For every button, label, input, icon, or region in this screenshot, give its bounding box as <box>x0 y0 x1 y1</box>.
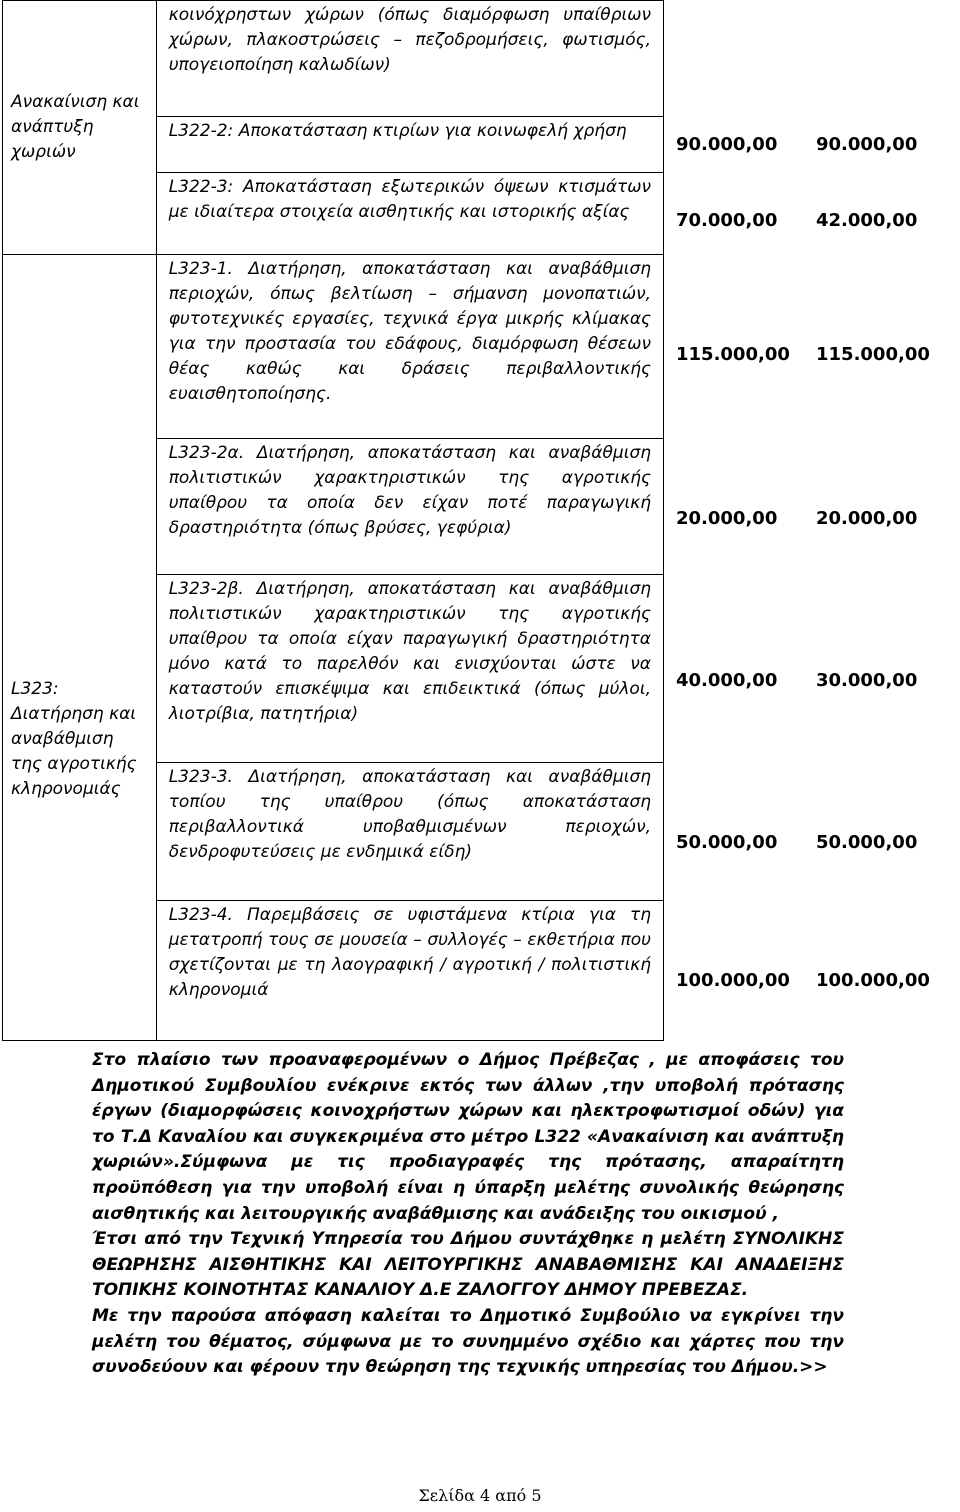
paragraph: Με την παρούσα απόφαση καλείται το Δημοτικό Συμβούλιο να εγκρίνει την μελέτη του θέματος, σύμφωνα με το συνημμένο σχέδιο και χάρτες που την συνοδεύουν και φέρουν την θεώρηση της τεχνικής υπηρεσίας του Δήμου.>> <box>92 1305 844 1378</box>
table-row: L322-3: Αποκατάσταση εξωτερικών όψεων κτισμάτων με ιδιαίτερα στοιχεία αισθητικής και ιστορικής αξίας <box>156 173 663 255</box>
measures-table <box>2 0 664 1041</box>
amounts-row: 100.000,00 100.000,00 <box>676 970 930 991</box>
body-text <box>92 1048 844 1381</box>
measure-cell-empty <box>3 255 157 439</box>
paragraph: Έτσι από την Τεχνική Υπηρεσία του Δήμου συντάχθηκε η μελέτη ΣΥΝΟΛΙΚΗΣ ΘΕΩΡΗΣΗΣ ΑΙΣΘΗΤΙΚΗΣ ΚΑΙ ΛΕΙΤΟΥΡΓΙΚΗΣ ΑΝΑΒΑΘΜΙΣΗΣ ΚΑΙ ΑΝΑΔΕΙΞΗΣ ΤΟΠΙΚΗΣ ΚΟΙΝΟΤΗΤΑΣ ΚΑΝΑΛΙΟΥ Δ.Ε ΖΑΛΟΓΓΟΥ ΔΗΜΟΥ ΠΡΕΒΕΖΑΣ. <box>92 1229 844 1301</box>
measure-l323-label: L323: Διατήρηση και αναβάθμιση της αγροτικής κληρονομιάς <box>11 678 137 799</box>
amounts-row: 70.000,00 42.000,00 <box>676 210 918 231</box>
page-number: Σελίδα 4 από 5 <box>418 1486 542 1505</box>
table-row: L322-2: Αποκατάσταση κτιρίων για κοινωφελή χρήση <box>156 117 663 173</box>
paragraph: Στο πλαίσιο των προαναφερομένων ο Δήμος Πρέβεζας , με αποφάσεις του Δημοτικού Συμβουλίου ενέκρινε εκτός των άλλων ,την υποβολή πρότασης έργων (διαμορφώσεις κοινοχρήστων χώρων και ηλεκτροφωτισμοί οδών) για το Τ.Δ Καναλίου και συγκεκριμένα στο μέτρο L322 «Ανακαίνιση και ανάπτυξη χωριών».Σύμφωνα με τις προδιαγραφές της πρότασης, απαραίτητη προϋπόθεση για την υποβολή είναι η ύπαρξη μελέτης συνολικής θεώρησης αισθητικής και λειτουργικής αναβάθμισης και ανάδειξης του οικισμού , <box>92 1050 844 1224</box>
amounts-row: 20.000,00 20.000,00 <box>676 508 918 529</box>
table-row: κοινόχρηστων χώρων (όπως διαμόρφωση υπαίθριων χώρων, πλακοστρώσεις – πεζοδρομήσεις, φωτισμός, υπογειοποίηση καλωδίων) <box>156 1 663 117</box>
table-row: L323-1. Διατήρηση, αποκατάσταση και αναβάθμιση περιοχών, όπως βελτίωση – σήμανση μονοπατιών, φυτοτεχνικές εργασίες, τεχνικά έργα μικρής κλίμακας για την προστασία του εδάφους, διαμόρφωση θέσεων θέας καθώς και δράσεις περιβαλλοντικής ευαισθητοποίησης. <box>156 255 663 439</box>
amounts-row: 40.000,00 30.000,00 <box>676 670 918 691</box>
measure-l322-label: Ανακαίνιση και ανάπτυξη χωριών <box>11 92 140 162</box>
amounts-row: 90.000,00 90.000,00 <box>676 134 918 155</box>
table-row: L323-3. Διατήρηση, αποκατάσταση και αναβάθμιση τοπίου της υπαίθρου (όπως αποκατάσταση περιβαλλοντικά υποβαθμισμένων περιοχών, δενδροφυτεύσεις με ενδημικά είδη) <box>156 763 663 901</box>
table-row: L323-2α. Διατήρηση, αποκατάσταση και αναβάθμιση πολιτιστικών χαρακτηριστικών της αγροτικής υπαίθρου τα οποία δεν είχαν ποτέ παραγωγική δραστηριότητα (όπως βρύσες, γεφύρια) <box>156 439 663 575</box>
table-row: L323-2β. Διατήρηση, αποκατάσταση και αναβάθμιση πολιτιστικών χαρακτηριστικών της αγροτικής υπαίθρου τα οποία είχαν παραγωγική δραστηριότητα μόνο κατά το παρελθόν και ενισχύονται ώστε να καταστούν επισκέψιμα και επιδεικτικά (όπως μύλοι, λιοτρίβια, πατητήρια) <box>156 575 663 763</box>
amounts-row: 115.000,00 115.000,00 <box>676 344 930 365</box>
measure-cell-l322 <box>3 1 157 255</box>
amounts-row: 50.000,00 50.000,00 <box>676 832 918 853</box>
measure-cell-l323 <box>3 439 157 1041</box>
table-row: L323-4. Παρεμβάσεις σε υφιστάμενα κτίρια για τη μετατροπή τους σε μουσεία – συλλογές – εκθετήρια που σχετίζονται με τη λαογραφική / αγροτική / πολιτιστική κληρονομιά <box>156 901 663 1041</box>
